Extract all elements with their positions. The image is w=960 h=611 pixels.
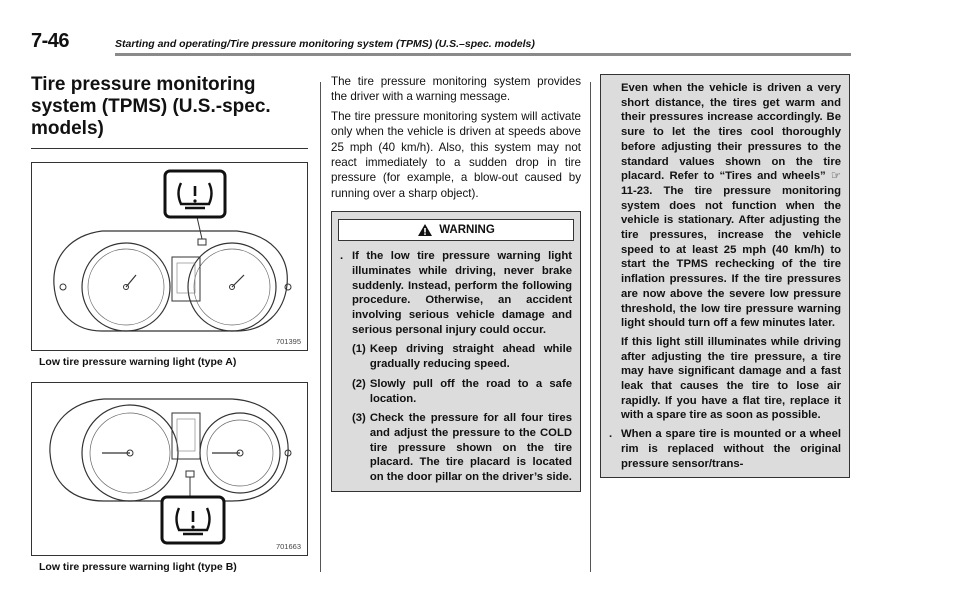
figure-caption: Low tire pressure warning light (type A) [39,356,237,368]
warning-text: If this light still illuminates while driving after adjusting the tire pressure, a tire may have significant damage and a fast leak that causes the tire to lose air rapidly. If you have a flat tire, replace it with a spare tire as soon as possible. [621,335,841,422]
list-item [340,249,572,337]
column-divider [590,82,591,572]
figure-code: 701663 [275,542,301,551]
step-text: Slowly pull off the road to a safe location. [369,377,572,405]
bullet-text: When a spare tire is mounted or a wheel rim is replaced without the original pressure sensor/trans- [621,428,841,470]
instrument-cluster-illustration-b [32,383,307,553]
column-2 [331,74,581,492]
section-title: Tire pressure monitoring system (TPMS) (U.S.-spec. models) [31,74,271,139]
warning-text: Even when the vehicle is driven a very short distance, the tires get warm and their pressures increase accordingly. Be sure to let the tires cool thoroughly before adjusting their pressures to the standard values shown on the tire placard. Refer to “Tires and wheels” ☞11-23. The tire pressure monitoring system does not function when the vehicle is stationary. After adjusting the tire pressures, increase the vehicle speed to at least 25 mph (40 km/h) to start the TPMS rechecking of the tire inflation pressures. If the tire pressures are now above the severe low pressure threshold, the low tire pressure warning light should turn off a few minutes later. [621,82,841,330]
bullet: . [340,250,344,263]
step-text: Keep driving straight ahead while gradually reducing speed. [369,343,572,371]
body-paragraph: The tire pressure monitoring system provides the driver with a warning message. [331,75,581,104]
warning-label: WARNING [439,224,495,237]
bullet-text: If the low tire pressure warning light illuminates while driving, never brake suddenly. Instead, perform the following procedure. Otherwise, an accident involving serious vehicle damage and serious personal injury could occur. [352,250,572,336]
page-number: 7-46 [31,30,70,52]
step-text: Check the pressure for all four tires and adjust the pressure to the COLD tire pressure shown on the tire placard. The tire placard is located on the door pillar on the driver’s side. [369,412,572,484]
body-paragraph: The tire pressure monitoring system will activate only when the vehicle is driven at speeds above 25 mph (40 km/h). Also, this system may not react immediately to a sudden drop in tire pressure (for example, a blow-out caused by running over a sharp object). [331,109,581,200]
column-3 [600,74,850,478]
step-number: (2) [352,377,366,390]
warning-box-continued [600,74,850,478]
step-number: (3) [352,412,366,425]
header-rule [115,53,851,56]
column-1 [31,74,308,573]
column-divider [320,82,321,572]
running-title: Starting and operating/Tire pressure monitoring system (TPMS) (U.S.–spec. models) [115,38,535,50]
figure-caption: Low tire pressure warning light (type B) [39,561,237,573]
warning-body [332,241,580,485]
figure-type-b [31,382,308,556]
list-item [609,427,841,471]
warning-header [338,219,574,241]
step-number: (1) [352,343,366,356]
instrument-cluster-illustration-a [32,163,307,348]
list-item [352,342,572,371]
list-item [352,411,572,485]
page-header [31,30,851,56]
figure-type-a [31,162,308,351]
warning-triangle-icon [417,223,433,237]
warning-box [331,211,581,492]
bullet: . [609,428,613,441]
figure-code: 701395 [275,337,301,346]
list-item [352,377,572,406]
title-rule [31,148,308,149]
